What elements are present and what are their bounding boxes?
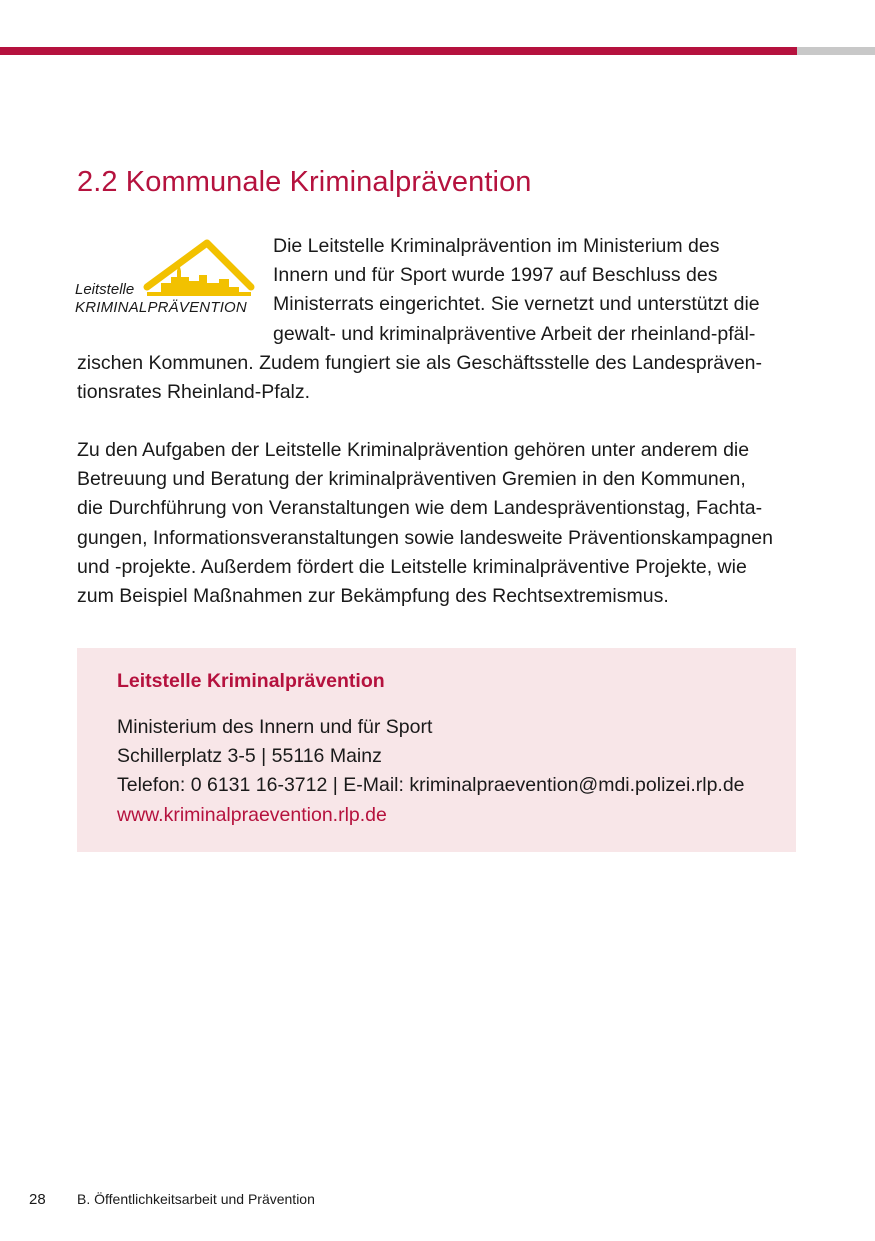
text-line: die Durchführung von Veranstaltungen wie dem Landespräventionstag, Fachta- — [77, 497, 763, 520]
tasks-paragraph — [77, 436, 807, 611]
text-line: gungen, Informationsveranstaltungen sowie landesweite Präventionskampagnen — [77, 526, 773, 549]
leitstelle-logo — [75, 237, 255, 319]
contact-details — [117, 713, 745, 830]
text-line: und -projekte. Außerdem fördert die Leitstelle kriminalpräventive Projekte, wie — [77, 555, 747, 578]
text-line: tionsrates Rheinland-Pfalz. — [77, 381, 311, 404]
contact-phone-email: Telefon: 0 6131 16-3712 | E-Mail: kriminalpraevention@mdi.polizei.rlp.de — [117, 774, 745, 797]
logo-text-leitstelle: Leitstelle — [75, 281, 135, 298]
intro-paragraph-continued — [77, 349, 807, 407]
top-rule-gray — [797, 47, 875, 55]
roof-town-icon — [143, 237, 255, 297]
logo-text-kriminalpraevention: KRIMINALPRÄVENTION — [75, 299, 247, 316]
text-line: gewalt- und kriminalpräventive Arbeit der rheinland-pfäl- — [273, 322, 756, 345]
top-rule-accent — [0, 47, 797, 55]
text-line: Betreuung und Beratung der kriminalpräventiven Gremien in den Kommunen, — [77, 468, 746, 491]
contact-organization: Ministerium des Innern und für Sport — [117, 716, 433, 738]
contact-box — [77, 648, 796, 852]
section-heading: 2.2 Kommunale Kriminalprävention — [77, 166, 532, 198]
running-footer: B. Öffentlichkeitsarbeit und Prävention — [77, 1191, 315, 1207]
text-line: zum Beispiel Maßnahmen zur Bekämpfung des Rechtsextremismus. — [77, 585, 669, 608]
text-line: Die Leitstelle Kriminalprävention im Ministerium des — [273, 235, 720, 257]
intro-paragraph — [273, 232, 803, 349]
contact-title: Leitstelle Kriminalprävention — [117, 670, 385, 692]
contact-website-link[interactable]: www.kriminalpraevention.rlp.de — [117, 803, 387, 826]
text-line: zischen Kommunen. Zudem fungiert sie als Geschäftsstelle des Landespräven- — [77, 352, 763, 374]
contact-address: Schillerplatz 3-5 | 55116 Mainz — [117, 745, 382, 768]
text-line: Ministerrats eingerichtet. Sie vernetzt und unterstützt die — [273, 293, 760, 316]
page-number: 28 — [29, 1191, 46, 1208]
text-line: Zu den Aufgaben der Leitstelle Kriminalprävention gehören unter anderem die — [77, 439, 750, 461]
text-line: Innern und für Sport wurde 1997 auf Beschluss des — [273, 264, 718, 287]
